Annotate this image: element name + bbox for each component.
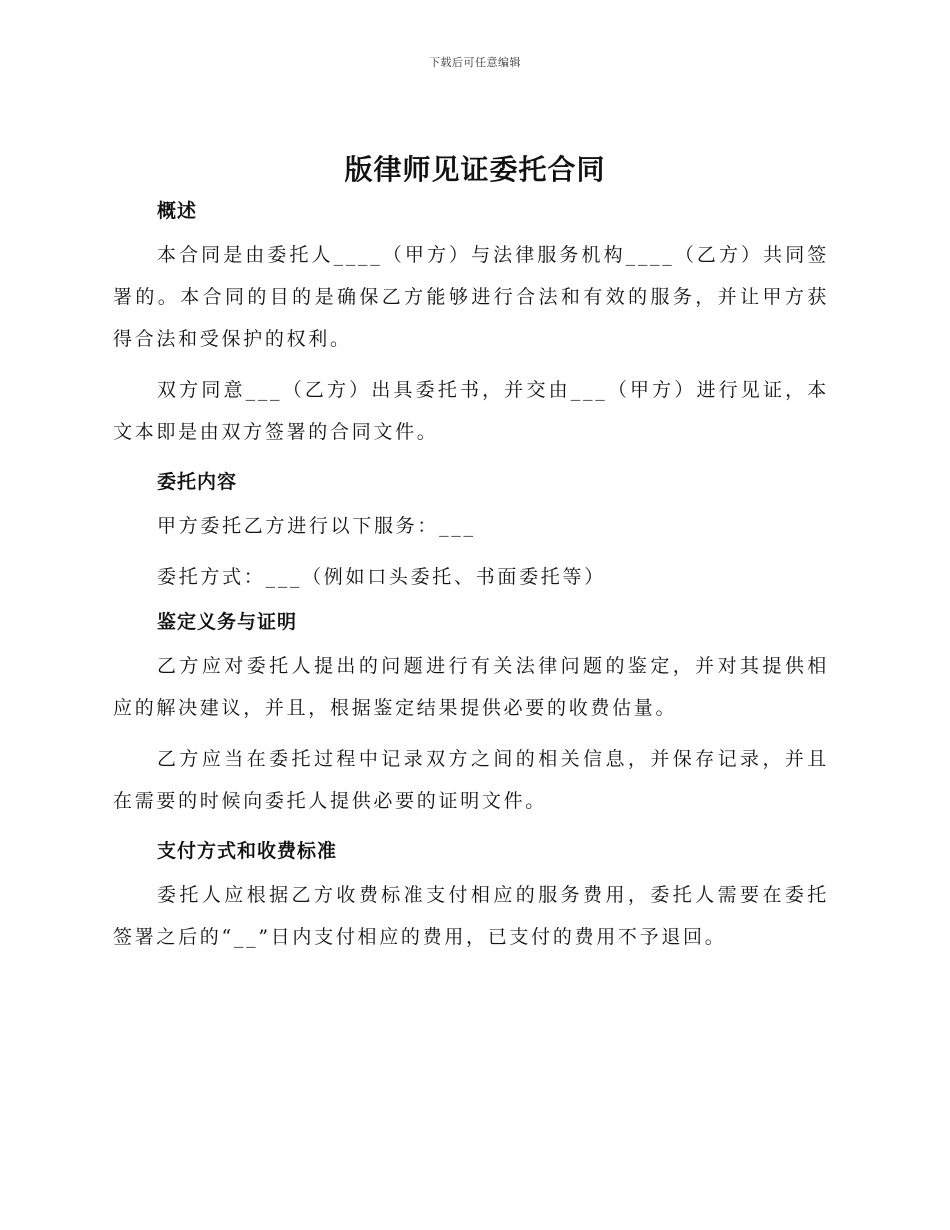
document-title: 版律师见证委托合同 (344, 153, 606, 186)
document-body (113, 196, 829, 958)
paragraph-overview-1: 本合同是由委托人____（甲方）与法律服务机构____（乙方）共同签署的。本合同的目的是确保乙方能够进行合法和有效的服务，并让甲方获得合法和受保护的权利。 (113, 244, 829, 350)
paragraph-payment-1: 委托人应根据乙方收费标准支付相应的服务费用，委托人需要在委托签署之后的“__”日内支付相应的费用，已支付的费用不予退回。 (113, 884, 829, 948)
header-note: 下载后可任意编辑 (429, 56, 521, 69)
section-heading-appraisal: 鉴定义务与证明 (157, 611, 298, 633)
paragraph-appraisal-1: 乙方应对委托人提出的问题进行有关法律问题的鉴定，并对其提供相应的解决建议，并且，根据鉴定结果提供必要的收费估量。 (113, 655, 829, 719)
section-heading-overview: 概述 (157, 200, 198, 222)
section-heading-payment: 支付方式和收费标准 (157, 840, 338, 862)
paragraph-content-2: 委托方式：___（例如口头委托、书面委托等） (157, 566, 606, 588)
paragraph-appraisal-2: 乙方应当在委托过程中记录双方之间的相关信息，并保存记录，并且在需要的时候向委托人提供必要的证明文件。 (113, 748, 829, 812)
paragraph-overview-2: 双方同意___（乙方）出具委托书，并交由___（甲方）进行见证，本文本即是由双方签署的合同文件。 (113, 379, 829, 443)
paragraph-content-1: 甲方委托乙方进行以下服务：___ (157, 515, 476, 537)
section-heading-content: 委托内容 (157, 471, 238, 493)
